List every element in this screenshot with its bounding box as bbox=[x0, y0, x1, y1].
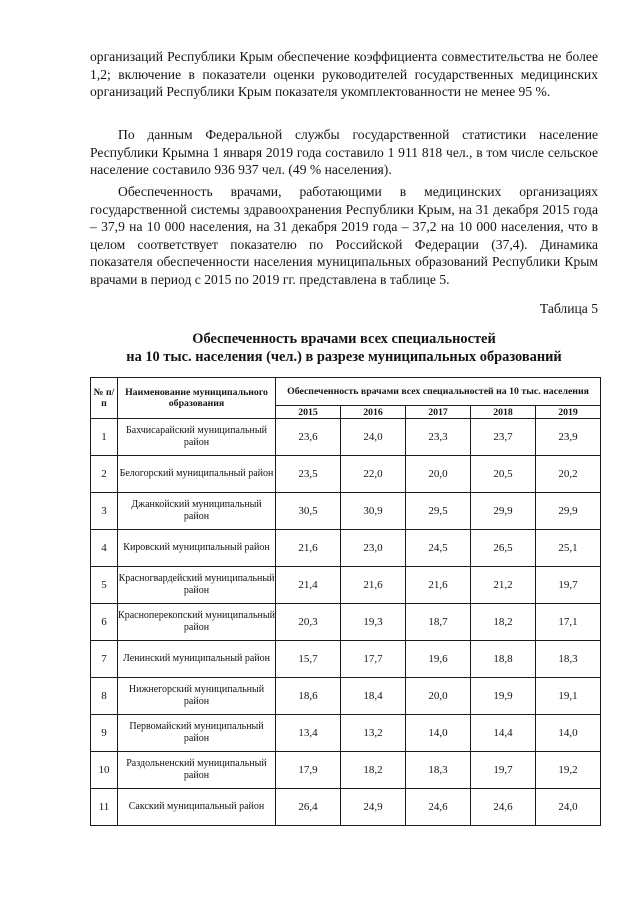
value-cell: 18,2 bbox=[341, 752, 406, 789]
municipality-name: Бахчисарайский муниципальный район bbox=[118, 419, 276, 456]
value-cell: 18,2 bbox=[471, 604, 536, 641]
value-cell: 26,4 bbox=[276, 789, 341, 826]
value-cell: 19,3 bbox=[341, 604, 406, 641]
paragraph-3: Обеспеченность врачами, работающими в медицинских организациях государственной системы здравоохранения Республики Крым, на 31 декабря 2015 года – 37,9 на 10 000 населения, на 31 декабря 2019 года – 37,2 на 10 000 населения, что в целом соответствует показателю по Российской Федерации (37,4). Динамика показателя обеспеченности населения муниципальных образований Республики Крым врачами в период с 2015 по 2019 гг. представлена в таблице 5. bbox=[90, 184, 598, 287]
value-cell: 19,7 bbox=[536, 567, 601, 604]
paragraph-1: организаций Республики Крым обеспечение коэффициента совместительства не более 1,2; включение в показатели оценки руководителей государственных медицинских организаций Республики Крым показателя укомплектованности не менее 95 %. bbox=[90, 49, 598, 100]
table-row bbox=[91, 567, 601, 604]
value-cell: 22,0 bbox=[341, 456, 406, 493]
value-cell: 18,8 bbox=[471, 641, 536, 678]
table-row bbox=[91, 456, 601, 493]
value-cell: 20,2 bbox=[536, 456, 601, 493]
value-cell: 26,5 bbox=[471, 530, 536, 567]
row-number: 9 bbox=[91, 715, 118, 752]
table-caption: Таблица 5 bbox=[539, 301, 598, 316]
value-cell: 14,0 bbox=[536, 715, 601, 752]
header-year-2019: 2019 bbox=[536, 406, 601, 419]
value-cell: 19,1 bbox=[536, 678, 601, 715]
value-cell: 19,9 bbox=[471, 678, 536, 715]
table-row bbox=[91, 604, 601, 641]
value-cell: 29,5 bbox=[406, 493, 471, 530]
header-year-2015: 2015 bbox=[276, 406, 341, 419]
header-group: Обеспеченность врачами всех специальностей на 10 тыс. населения bbox=[276, 378, 601, 406]
value-cell: 23,0 bbox=[341, 530, 406, 567]
provision-table bbox=[90, 377, 601, 826]
value-cell: 24,0 bbox=[536, 789, 601, 826]
row-number: 4 bbox=[91, 530, 118, 567]
table-body bbox=[91, 419, 601, 826]
header-year-2017: 2017 bbox=[406, 406, 471, 419]
row-number: 5 bbox=[91, 567, 118, 604]
value-cell: 18,6 bbox=[276, 678, 341, 715]
municipality-name: Нижнегорский муниципальный район bbox=[118, 678, 276, 715]
value-cell: 19,6 bbox=[406, 641, 471, 678]
table-row bbox=[91, 530, 601, 567]
municipality-name: Белогорский муниципальный район bbox=[118, 456, 276, 493]
value-cell: 14,0 bbox=[406, 715, 471, 752]
value-cell: 17,1 bbox=[536, 604, 601, 641]
table-row bbox=[91, 493, 601, 530]
value-cell: 23,3 bbox=[406, 419, 471, 456]
table-title-line-1: Обеспеченность врачами всех специальностей bbox=[192, 331, 496, 347]
value-cell: 29,9 bbox=[536, 493, 601, 530]
table-row bbox=[91, 715, 601, 752]
value-cell: 18,4 bbox=[341, 678, 406, 715]
value-cell: 20,0 bbox=[406, 456, 471, 493]
value-cell: 17,9 bbox=[276, 752, 341, 789]
value-cell: 13,4 bbox=[276, 715, 341, 752]
value-cell: 20,3 bbox=[276, 604, 341, 641]
header-num: № п/п bbox=[91, 378, 118, 419]
value-cell: 18,3 bbox=[406, 752, 471, 789]
row-number: 3 bbox=[91, 493, 118, 530]
value-cell: 24,5 bbox=[406, 530, 471, 567]
table-row bbox=[91, 678, 601, 715]
municipality-name: Джанкойский муниципальный район bbox=[118, 493, 276, 530]
table-title bbox=[90, 330, 598, 366]
paragraph-2: По данным Федеральной службы государственной статистики население Республики Крымна 1 января 2019 года составило 1 911 818 чел., в том числе сельское население составило 936 937 чел. (49 % населения). bbox=[90, 127, 598, 178]
row-number: 6 bbox=[91, 604, 118, 641]
value-cell: 15,7 bbox=[276, 641, 341, 678]
header-name: Наименование муниципального образования bbox=[118, 378, 276, 419]
table-row bbox=[91, 789, 601, 826]
municipality-name: Первомайский муниципальный район bbox=[118, 715, 276, 752]
value-cell: 24,0 bbox=[341, 419, 406, 456]
value-cell: 23,7 bbox=[471, 419, 536, 456]
value-cell: 19,7 bbox=[471, 752, 536, 789]
value-cell: 30,9 bbox=[341, 493, 406, 530]
value-cell: 21,4 bbox=[276, 567, 341, 604]
value-cell: 23,5 bbox=[276, 456, 341, 493]
row-number: 7 bbox=[91, 641, 118, 678]
row-number: 8 bbox=[91, 678, 118, 715]
value-cell: 24,9 bbox=[341, 789, 406, 826]
row-number: 11 bbox=[91, 789, 118, 826]
value-cell: 18,3 bbox=[536, 641, 601, 678]
value-cell: 21,6 bbox=[276, 530, 341, 567]
municipality-name: Кировский муниципальный район bbox=[118, 530, 276, 567]
value-cell: 21,6 bbox=[341, 567, 406, 604]
value-cell: 30,5 bbox=[276, 493, 341, 530]
value-cell: 20,0 bbox=[406, 678, 471, 715]
value-cell: 29,9 bbox=[471, 493, 536, 530]
row-number: 1 bbox=[91, 419, 118, 456]
value-cell: 25,1 bbox=[536, 530, 601, 567]
value-cell: 23,6 bbox=[276, 419, 341, 456]
header-year-2016: 2016 bbox=[341, 406, 406, 419]
table-title-line-2: на 10 тыс. населения (чел.) в разрезе муниципальных образований bbox=[126, 349, 562, 365]
value-cell: 19,2 bbox=[536, 752, 601, 789]
value-cell: 17,7 bbox=[341, 641, 406, 678]
value-cell: 21,2 bbox=[471, 567, 536, 604]
row-number: 10 bbox=[91, 752, 118, 789]
table-row bbox=[91, 641, 601, 678]
municipality-name: Раздольненский муниципальный район bbox=[118, 752, 276, 789]
row-number: 2 bbox=[91, 456, 118, 493]
value-cell: 20,5 bbox=[471, 456, 536, 493]
value-cell: 23,9 bbox=[536, 419, 601, 456]
header-year-2018: 2018 bbox=[471, 406, 536, 419]
table-row bbox=[91, 419, 601, 456]
value-cell: 24,6 bbox=[406, 789, 471, 826]
value-cell: 21,6 bbox=[406, 567, 471, 604]
municipality-name: Красногвардейский муниципальный район bbox=[118, 567, 276, 604]
value-cell: 14,4 bbox=[471, 715, 536, 752]
municipality-name: Ленинский муниципальный район bbox=[118, 641, 276, 678]
value-cell: 13,2 bbox=[341, 715, 406, 752]
value-cell: 24,6 bbox=[471, 789, 536, 826]
municipality-name: Сакский муниципальный район bbox=[118, 789, 276, 826]
table-row bbox=[91, 752, 601, 789]
value-cell: 18,7 bbox=[406, 604, 471, 641]
municipality-name: Красноперекопский муниципальный район bbox=[118, 604, 276, 641]
